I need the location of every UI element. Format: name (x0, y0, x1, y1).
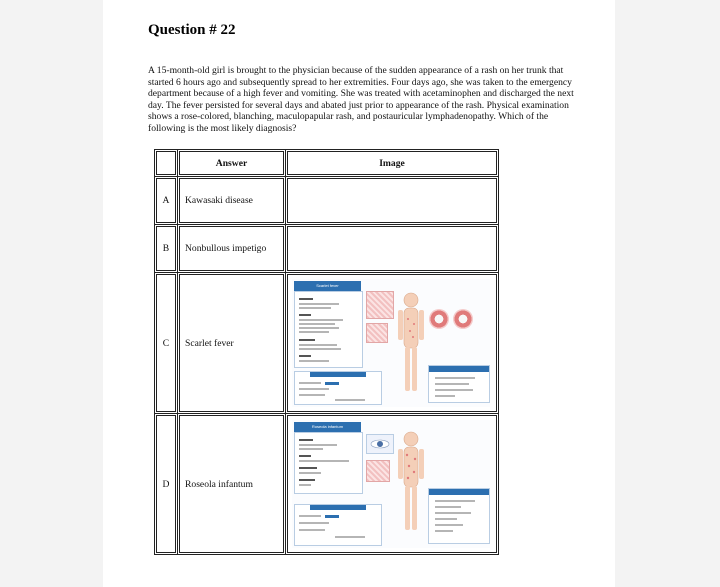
figure-side-box (428, 365, 490, 403)
header-answer: Answer (178, 150, 286, 177)
scarlet-fever-figure (292, 279, 490, 407)
child-body-illustration (396, 430, 426, 540)
header-letter-cell (155, 150, 178, 177)
option-text: Kawasaki disease (178, 177, 286, 225)
figure-side-box (428, 488, 490, 544)
option-row-b[interactable] (155, 225, 499, 273)
option-letter: A (155, 177, 178, 225)
option-image-cell (286, 273, 499, 414)
rash-swatch-image (366, 323, 388, 343)
option-letter: D (155, 414, 178, 555)
option-letter: B (155, 225, 178, 273)
table-header-row (155, 150, 499, 177)
roseola-figure (292, 420, 490, 548)
figure-info-panel (294, 432, 363, 494)
figure-course-panel (294, 504, 382, 546)
figure-info-panel (294, 291, 363, 368)
figure-title: Roseola infantum (294, 422, 361, 432)
rash-swatch-image (366, 460, 390, 482)
header-image: Image (286, 150, 499, 177)
figure-course-panel (294, 371, 382, 405)
option-row-c[interactable] (155, 273, 499, 414)
option-row-d[interactable] (155, 414, 499, 555)
option-text: Scarlet fever (178, 273, 286, 414)
rash-swatch-image (366, 291, 394, 319)
option-row-a[interactable] (155, 177, 499, 225)
figure-title: Scarlet fever (294, 281, 361, 291)
answer-table (154, 149, 499, 555)
question-title: Question # 22 (148, 22, 236, 38)
option-text: Roseola infantum (178, 414, 286, 555)
tongue-image (453, 309, 473, 329)
eye-image (366, 434, 394, 454)
mouth-image (429, 309, 449, 329)
option-text: Nonbullous impetigo (178, 225, 286, 273)
option-image-cell (286, 225, 499, 273)
option-image-cell (286, 414, 499, 555)
question-stem: A 15-month-old girl is brought to the physician because of the sudden appearance of a rash on her trunk that started 6 hours ago and subsequently spread to her extremities. Four days ago, she was taken to the emergency department because of a high fever and vomiting. She was treated with acetaminophen and discharged the next day. The fever persisted for several days and abated just prior to appearance of the rash. Physical examination shows a rose-colored, blanching, maculopapular rash, and postauricular lymphadenopathy. Which of the following is the most likely diagnosis? (148, 65, 574, 134)
option-letter: C (155, 273, 178, 414)
child-body-illustration (396, 291, 426, 401)
option-image-cell (286, 177, 499, 225)
